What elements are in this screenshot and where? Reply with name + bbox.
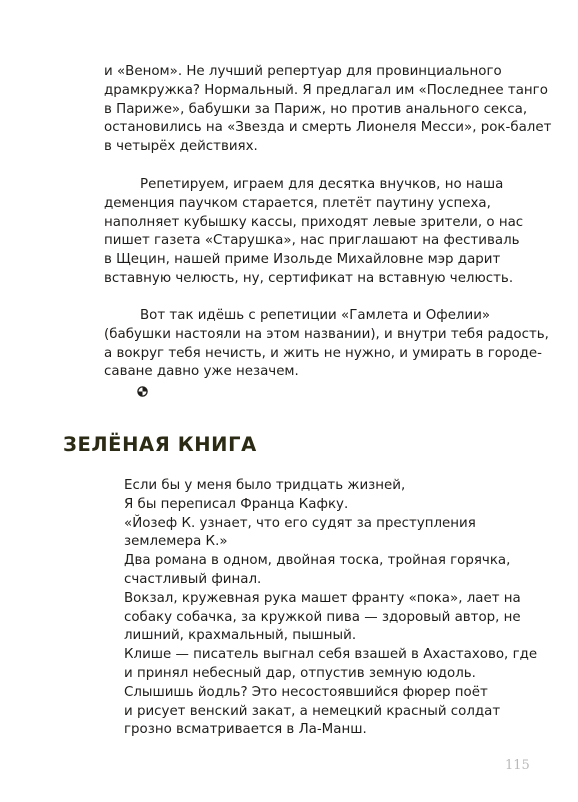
text-line: остановились на «Звезда и смерть Лионеля Месси», рок-балет	[104, 120, 552, 136]
text-line: в Париже», бабушки за Париж, но против анального секса,	[104, 101, 528, 117]
poem-line: и рисует венский закат, а немецкий красный солдат	[124, 703, 501, 719]
poem-line: Два романа в одном, двойная тоска, тройная горячка,	[124, 553, 511, 569]
text-line: драмкружка? Нормальный. Я предлагал им «Последнее танго	[104, 82, 548, 98]
poem-line: Я бы переписал Франца Кафку.	[124, 496, 349, 512]
poem-line: Слышишь йодль? Это несостоявшийся фюрер поёт	[124, 684, 488, 700]
poem-line: «Йозеф К. узнает, что его судят за преступления	[124, 515, 476, 531]
poem-line: Клише — писатель выгнал себя взашей в Ахастахово, где	[124, 647, 538, 663]
text-line: саване давно уже незачем.	[104, 364, 299, 380]
text-line: пишет газета «Старушка», нас приглашают на фестиваль	[104, 233, 520, 249]
text-line: а вокруг тебя нечисть, и жить не нужно, и умирать в городе-	[104, 345, 543, 361]
text-line: Вот так идёшь с репетиции «Гамлета и Офелии»	[140, 308, 491, 323]
poem-line: Вокзал, кружевная рука машет франту «пока», лает на	[124, 590, 521, 606]
text-line: в четырёх действиях.	[104, 139, 258, 155]
poem-line: землемера К.»	[124, 534, 228, 550]
text-line: деменция паучком старается, плетёт паутину успеха,	[104, 195, 491, 211]
text-line: Репетируем, играем для десятка внучков, но наша	[140, 177, 504, 192]
text-line: в Щецин, нашей приме Изольде Михайловне мэр дарит	[104, 252, 501, 268]
page-number: 115	[505, 758, 530, 773]
text-line: наполняет кубышку кассы, приходят левые зрители, о нас	[104, 214, 524, 230]
poem-line: собаку собачка, за кружкой пива — здоровый автор, не	[124, 609, 521, 625]
text-line: (бабушки настояли на этом названии), и внутри тебя радость,	[104, 326, 549, 342]
paragraph-2	[104, 176, 534, 289]
paragraph-1	[104, 63, 552, 157]
poem-line: лишний, крахмальный, пышный.	[124, 628, 357, 644]
poem-line: Если бы у меня было тридцать жизней,	[124, 478, 406, 493]
poem-line: грозно всматривается в Ла-Манш.	[124, 722, 367, 738]
fleuron-icon	[137, 386, 148, 397]
poem-line: счастливый финал.	[124, 571, 262, 587]
poem-line: и принял небесный дар, отпустив земную юдоль.	[124, 665, 476, 681]
text-line: и «Веном». Не лучший репертуар для провинциального	[104, 64, 502, 79]
paragraph-3	[104, 307, 549, 382]
section-title: ЗЕЛЁНАЯ КНИГА	[63, 433, 257, 456]
poem	[124, 477, 544, 740]
text-line: вставную челюсть, ну, сертификат на вставную челюсть.	[104, 270, 514, 286]
